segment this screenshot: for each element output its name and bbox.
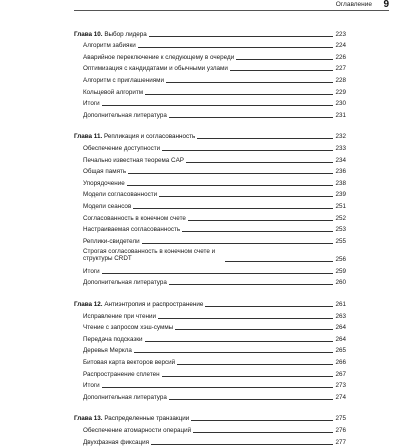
toc-entry[interactable] (74, 164, 346, 176)
toc-entry[interactable] (74, 308, 346, 320)
toc-entry[interactable] (74, 378, 346, 390)
dot-leader (205, 306, 343, 307)
chapter-section (74, 129, 346, 287)
entry-title: Дополнительная литература (83, 393, 167, 401)
dot-leader (127, 185, 343, 186)
entry-page-number: 264 (335, 324, 346, 332)
entry-title: Оптимизация с кандидатами и обычными узлами (83, 65, 228, 73)
entry-page-number: 265 (335, 347, 346, 355)
chapter-heading[interactable] (74, 296, 346, 308)
dot-leader (236, 59, 343, 60)
dot-leader (158, 318, 343, 319)
entry-page-number: 234 (335, 156, 346, 164)
header-rule (74, 10, 389, 11)
dot-leader (162, 376, 343, 377)
entry-title: Дополнительная литература (83, 111, 167, 119)
dot-leader (151, 444, 343, 445)
page-number: 9 (383, 0, 389, 10)
chapter-name: Выбор лидера (104, 30, 147, 38)
entry-title: Передача подсказки (83, 335, 143, 343)
chapter-prefix: Глава 10. (74, 30, 103, 38)
entry-page-number: 224 (335, 42, 346, 50)
entry-title: Строгая согласованность в конечном счете и структуры CRDT (83, 248, 216, 263)
entry-page-number: 264 (335, 335, 346, 343)
dot-leader (133, 208, 343, 209)
dot-leader (128, 173, 343, 174)
entry-page-number: 263 (335, 312, 346, 320)
entry-page-number: 274 (335, 393, 346, 401)
toc-entry[interactable] (74, 354, 346, 366)
dot-leader (149, 36, 343, 37)
toc-entry[interactable] (74, 434, 346, 446)
chapter-page-number: 275 (335, 415, 346, 423)
toc-entry[interactable] (74, 210, 346, 222)
dot-leader (177, 364, 343, 365)
toc-entry[interactable] (74, 422, 346, 434)
entry-page-number: 226 (335, 53, 346, 61)
chapter-title (74, 133, 195, 140)
entry-title: Модели сеансов (83, 202, 132, 210)
chapter-prefix: Глава 12. (74, 300, 103, 308)
toc-entry[interactable] (74, 49, 346, 61)
toc-entry[interactable] (74, 84, 346, 96)
entry-page-number: 233 (335, 144, 346, 152)
chapter-name: Антиэнтропия и распространение (104, 300, 204, 308)
entry-title: Алгоритм с приглашениями (83, 76, 164, 84)
entry-title: Чтение с запросом хэш-суммы (83, 324, 174, 332)
dot-leader (230, 70, 343, 71)
toc-entry[interactable] (74, 389, 346, 401)
entry-title: Алгоритм забияки (83, 42, 136, 50)
chapter-heading[interactable] (74, 411, 346, 423)
toc-entry[interactable] (74, 275, 346, 287)
entry-page-number: 236 (335, 168, 346, 176)
chapter-heading[interactable] (74, 26, 346, 38)
dot-leader (197, 138, 343, 139)
dot-leader (102, 105, 343, 106)
entry-title: Итоги (83, 100, 100, 108)
entry-page-number: 260 (335, 279, 346, 287)
dot-leader (145, 341, 343, 342)
chapter-title (74, 301, 203, 308)
entry-page-number: 231 (335, 111, 346, 119)
dot-leader (102, 387, 343, 388)
dot-leader (169, 284, 343, 285)
chapter-section (74, 296, 346, 400)
toc-entry[interactable] (74, 152, 346, 164)
toc-entry[interactable] (74, 198, 346, 210)
table-of-contents (74, 26, 346, 446)
toc-entry[interactable] (74, 263, 346, 275)
toc-entry[interactable] (74, 343, 346, 355)
entry-page-number: 273 (335, 382, 346, 390)
toc-entry[interactable] (74, 72, 346, 84)
chapter-page-number: 232 (335, 133, 346, 141)
toc-entry[interactable] (74, 175, 346, 187)
entry-title: Итоги (83, 382, 100, 390)
toc-entry[interactable] (74, 187, 346, 199)
running-head (0, 0, 420, 12)
entry-title: Общая память (83, 168, 127, 176)
dot-leader (186, 162, 343, 163)
chapter-prefix: Глава 13. (74, 415, 103, 423)
entry-page-number: 251 (335, 202, 346, 210)
entry-page-number: 252 (335, 214, 346, 222)
entry-title: Обеспечение доступности (83, 144, 161, 152)
chapter-section (74, 411, 346, 446)
entry-page-number: 255 (335, 237, 346, 245)
chapter-prefix: Глава 11. (74, 133, 103, 141)
running-head-section: Оглавление (335, 1, 372, 8)
entry-title: Согласованность в конечном счете (83, 214, 186, 222)
entry-page-number: 276 (335, 426, 346, 434)
chapter-page-number: 223 (335, 30, 346, 38)
dot-leader (134, 352, 343, 353)
toc-entry[interactable] (74, 140, 346, 152)
entry-page-number: 277 (335, 438, 346, 446)
entry-page-number: 229 (335, 88, 346, 96)
dot-leader (182, 231, 343, 232)
entry-title: Исправление при чтении (83, 312, 156, 320)
dot-leader (138, 47, 343, 48)
dot-leader (175, 329, 343, 330)
entry-title: Итоги (83, 267, 100, 275)
entry-page-number: 267 (335, 370, 346, 378)
entry-page-number: 228 (335, 76, 346, 84)
chapter-name: Распределенные транзакции (104, 415, 190, 423)
dot-leader (145, 94, 343, 95)
entry-title: Битовая карта векторов версий (83, 358, 176, 366)
entry-title: Кольцевой алгоритм (83, 88, 144, 96)
entry-page-number: 266 (335, 358, 346, 366)
dot-leader (159, 196, 343, 197)
toc-entry[interactable] (74, 320, 346, 332)
entry-title: Упорядочение (83, 179, 125, 187)
entry-title: Двухфазная фиксация (83, 438, 150, 446)
toc-entry[interactable] (74, 222, 346, 234)
toc-entry[interactable] (74, 107, 346, 119)
toc-entry[interactable] (74, 61, 346, 73)
toc-entry[interactable] (74, 38, 346, 50)
entry-title: Деревья Меркла (83, 347, 132, 355)
dot-leader (142, 243, 343, 244)
chapter-title (74, 415, 189, 422)
entry-title: Реплики-свидетели (83, 237, 140, 245)
chapter-heading[interactable] (74, 129, 346, 141)
dot-leader (102, 273, 343, 274)
chapter-page-number: 261 (335, 300, 346, 308)
toc-entry[interactable] (74, 233, 346, 245)
dot-leader (188, 220, 343, 221)
entry-title: Распространение сплетен (83, 370, 160, 378)
entry-page-number: 227 (335, 65, 346, 73)
entry-title: Дополнительная литература (83, 279, 167, 287)
entry-page-number: 239 (335, 191, 346, 199)
dot-leader (166, 82, 343, 83)
dot-leader (191, 420, 343, 421)
dot-leader (162, 150, 343, 151)
entry-title: Обеспечение атомарности операций (83, 426, 192, 434)
chapter-section (74, 26, 346, 119)
dot-leader (225, 261, 343, 262)
entry-page-number: 238 (335, 179, 346, 187)
entry-page-number: 253 (335, 226, 346, 234)
toc-entry[interactable] (74, 245, 346, 264)
entry-title: Печально известная теорема CAP (83, 156, 184, 164)
entry-title: Настраиваемая согласованность (83, 226, 181, 234)
dot-leader (169, 399, 343, 400)
entry-page-number: 256 (335, 256, 346, 264)
toc-entry[interactable] (74, 96, 346, 108)
entry-page-number: 259 (335, 267, 346, 275)
toc-entry[interactable] (74, 331, 346, 343)
chapter-name: Репликация и согласованность (103, 133, 196, 141)
entry-title: Модели согласованности (83, 191, 158, 199)
toc-entry[interactable] (74, 366, 346, 378)
dot-leader (169, 117, 343, 118)
entry-title: Аварийное переключение к следующему в очереди (83, 53, 235, 61)
dot-leader (193, 432, 343, 433)
entry-page-number: 230 (335, 100, 346, 108)
chapter-title (74, 31, 147, 38)
